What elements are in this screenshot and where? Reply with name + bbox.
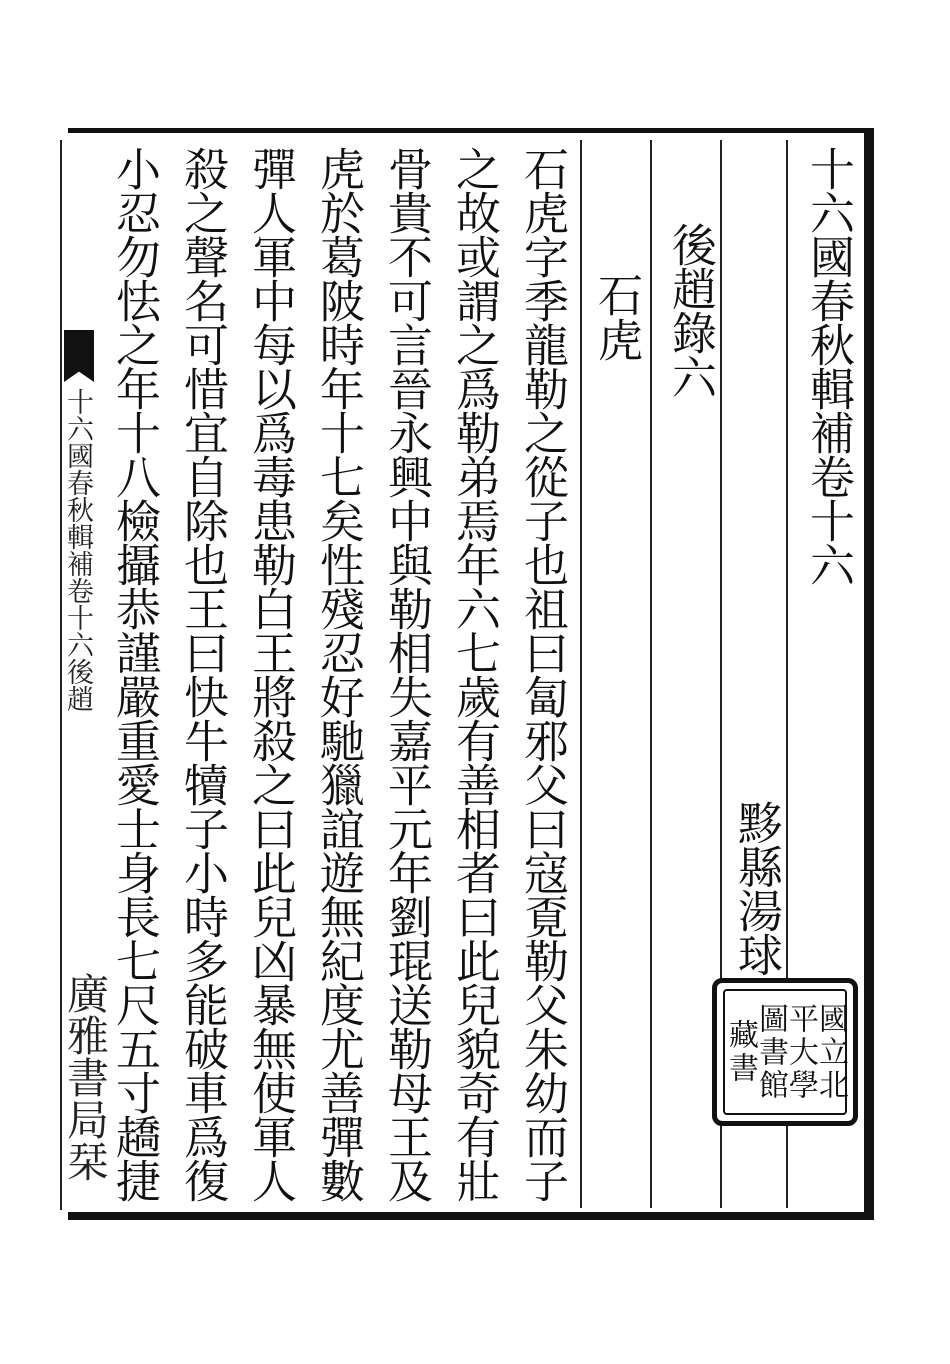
margin-lower-text: 廣雅書局栞 — [61, 972, 110, 1182]
seal-column: 圖書館 — [753, 1002, 788, 1102]
column-rule — [580, 140, 582, 1208]
body-column-5: 彈人軍中每以爲毒患勒白王將殺之曰此兒凶暴無使軍人 — [244, 146, 297, 1202]
seal-column: 藏書 — [723, 1019, 758, 1085]
seal-column: 國立北 — [813, 1002, 848, 1102]
seal-inner-border — [723, 989, 847, 1115]
column-rule — [650, 140, 652, 1208]
library-seal — [712, 978, 858, 1126]
body-column-3: 骨貴不可言晉永興中與勒相失嘉平元年劉琨送勒母王及 — [380, 146, 433, 1202]
author-credit: 黟縣湯球 — [730, 800, 783, 976]
body-column-6: 殺之聲名可惜宜自除也王曰快牛犢子小時多能破車爲復 — [176, 146, 229, 1202]
body-column-2: 之故或謂之爲勒弟焉年六七歲有善相者曰此兒貌奇有壯 — [448, 146, 501, 1202]
book-title: 十六國春秋輯補卷十六 — [802, 146, 855, 586]
seal-column: 平大學 — [783, 1002, 818, 1102]
chapter-title: 後趙錄六 — [664, 222, 717, 398]
body-column-7: 小忍勿怯之年十八檢攝恭謹嚴重愛士身長七尺五寸趫捷 — [108, 146, 161, 1202]
margin-upper-text: 十六國春秋輯補卷十六後趙 — [62, 388, 93, 712]
section-heading: 石虎 — [590, 272, 643, 362]
body-column-4: 虎於葛陂時年十七矣性殘忍好馳獵誼遊無紀度尤善彈數 — [312, 146, 365, 1202]
body-column-1: 石虎字季龍勒之從子也祖曰匐邪父曰寇覔勒父朱幼而子 — [516, 146, 569, 1202]
